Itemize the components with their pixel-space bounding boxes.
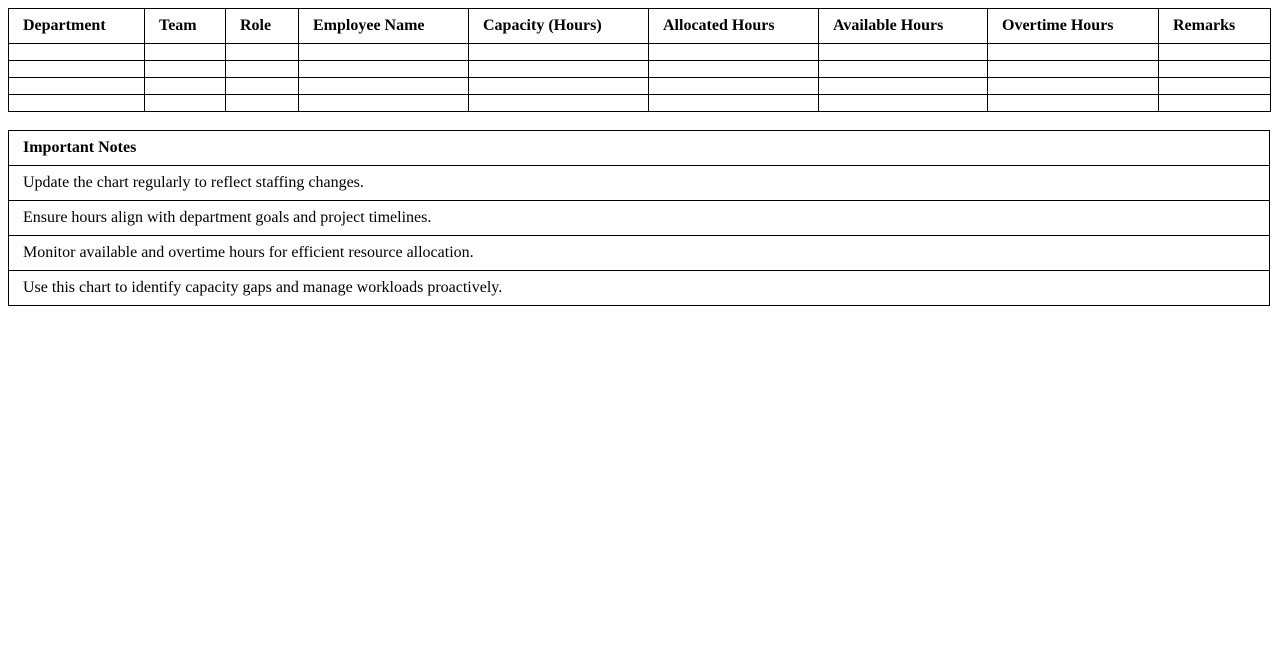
header-overtime-hours: Overtime Hours [988, 9, 1159, 44]
table-cell[interactable] [1159, 61, 1271, 78]
table-cell[interactable] [9, 61, 145, 78]
table-cell[interactable] [299, 78, 469, 95]
table-cell[interactable] [1159, 78, 1271, 95]
note-item: Monitor available and overtime hours for efficient resource allocation. [9, 236, 1270, 271]
table-cell[interactable] [988, 61, 1159, 78]
note-item: Update the chart regularly to reflect staffing changes. [9, 166, 1270, 201]
table-cell[interactable] [819, 95, 988, 112]
table-cell[interactable] [299, 95, 469, 112]
table-cell[interactable] [988, 78, 1159, 95]
note-item: Use this chart to identify capacity gaps and manage workloads proactively. [9, 271, 1270, 306]
header-capacity-hours: Capacity (Hours) [469, 9, 649, 44]
table-cell[interactable] [145, 95, 226, 112]
note-row [9, 271, 1270, 306]
table-header-row [9, 9, 1271, 44]
header-department: Department [9, 9, 145, 44]
table-cell[interactable] [649, 95, 819, 112]
table-cell[interactable] [9, 78, 145, 95]
note-item: Ensure hours align with department goals and project timelines. [9, 201, 1270, 236]
capacity-table [8, 8, 1271, 112]
note-row [9, 236, 1270, 271]
table-cell[interactable] [1159, 95, 1271, 112]
table-row [9, 44, 1271, 61]
table-cell[interactable] [469, 44, 649, 61]
table-cell[interactable] [1159, 44, 1271, 61]
note-row [9, 166, 1270, 201]
table-cell[interactable] [226, 78, 299, 95]
table-cell[interactable] [469, 78, 649, 95]
table-cell[interactable] [145, 44, 226, 61]
table-cell[interactable] [299, 61, 469, 78]
table-cell[interactable] [469, 61, 649, 78]
table-cell[interactable] [9, 44, 145, 61]
table-cell[interactable] [988, 95, 1159, 112]
table-cell[interactable] [819, 44, 988, 61]
table-cell[interactable] [226, 95, 299, 112]
table-cell[interactable] [819, 78, 988, 95]
table-body [9, 44, 1271, 112]
notes-header-row [9, 131, 1270, 166]
table-cell[interactable] [9, 95, 145, 112]
table-cell[interactable] [819, 61, 988, 78]
table-cell[interactable] [299, 44, 469, 61]
table-cell[interactable] [649, 44, 819, 61]
table-row [9, 61, 1271, 78]
table-cell[interactable] [145, 78, 226, 95]
header-remarks: Remarks [1159, 9, 1271, 44]
table-cell[interactable] [226, 61, 299, 78]
table-cell[interactable] [649, 61, 819, 78]
important-notes-table [8, 130, 1270, 306]
header-role: Role [226, 9, 299, 44]
header-allocated-hours: Allocated Hours [649, 9, 819, 44]
notes-title: Important Notes [9, 131, 1270, 166]
table-cell[interactable] [988, 44, 1159, 61]
header-employee-name: Employee Name [299, 9, 469, 44]
table-cell[interactable] [649, 78, 819, 95]
table-row [9, 95, 1271, 112]
table-cell[interactable] [226, 44, 299, 61]
note-row [9, 201, 1270, 236]
table-cell[interactable] [145, 61, 226, 78]
header-team: Team [145, 9, 226, 44]
table-row [9, 78, 1271, 95]
table-cell[interactable] [469, 95, 649, 112]
header-available-hours: Available Hours [819, 9, 988, 44]
